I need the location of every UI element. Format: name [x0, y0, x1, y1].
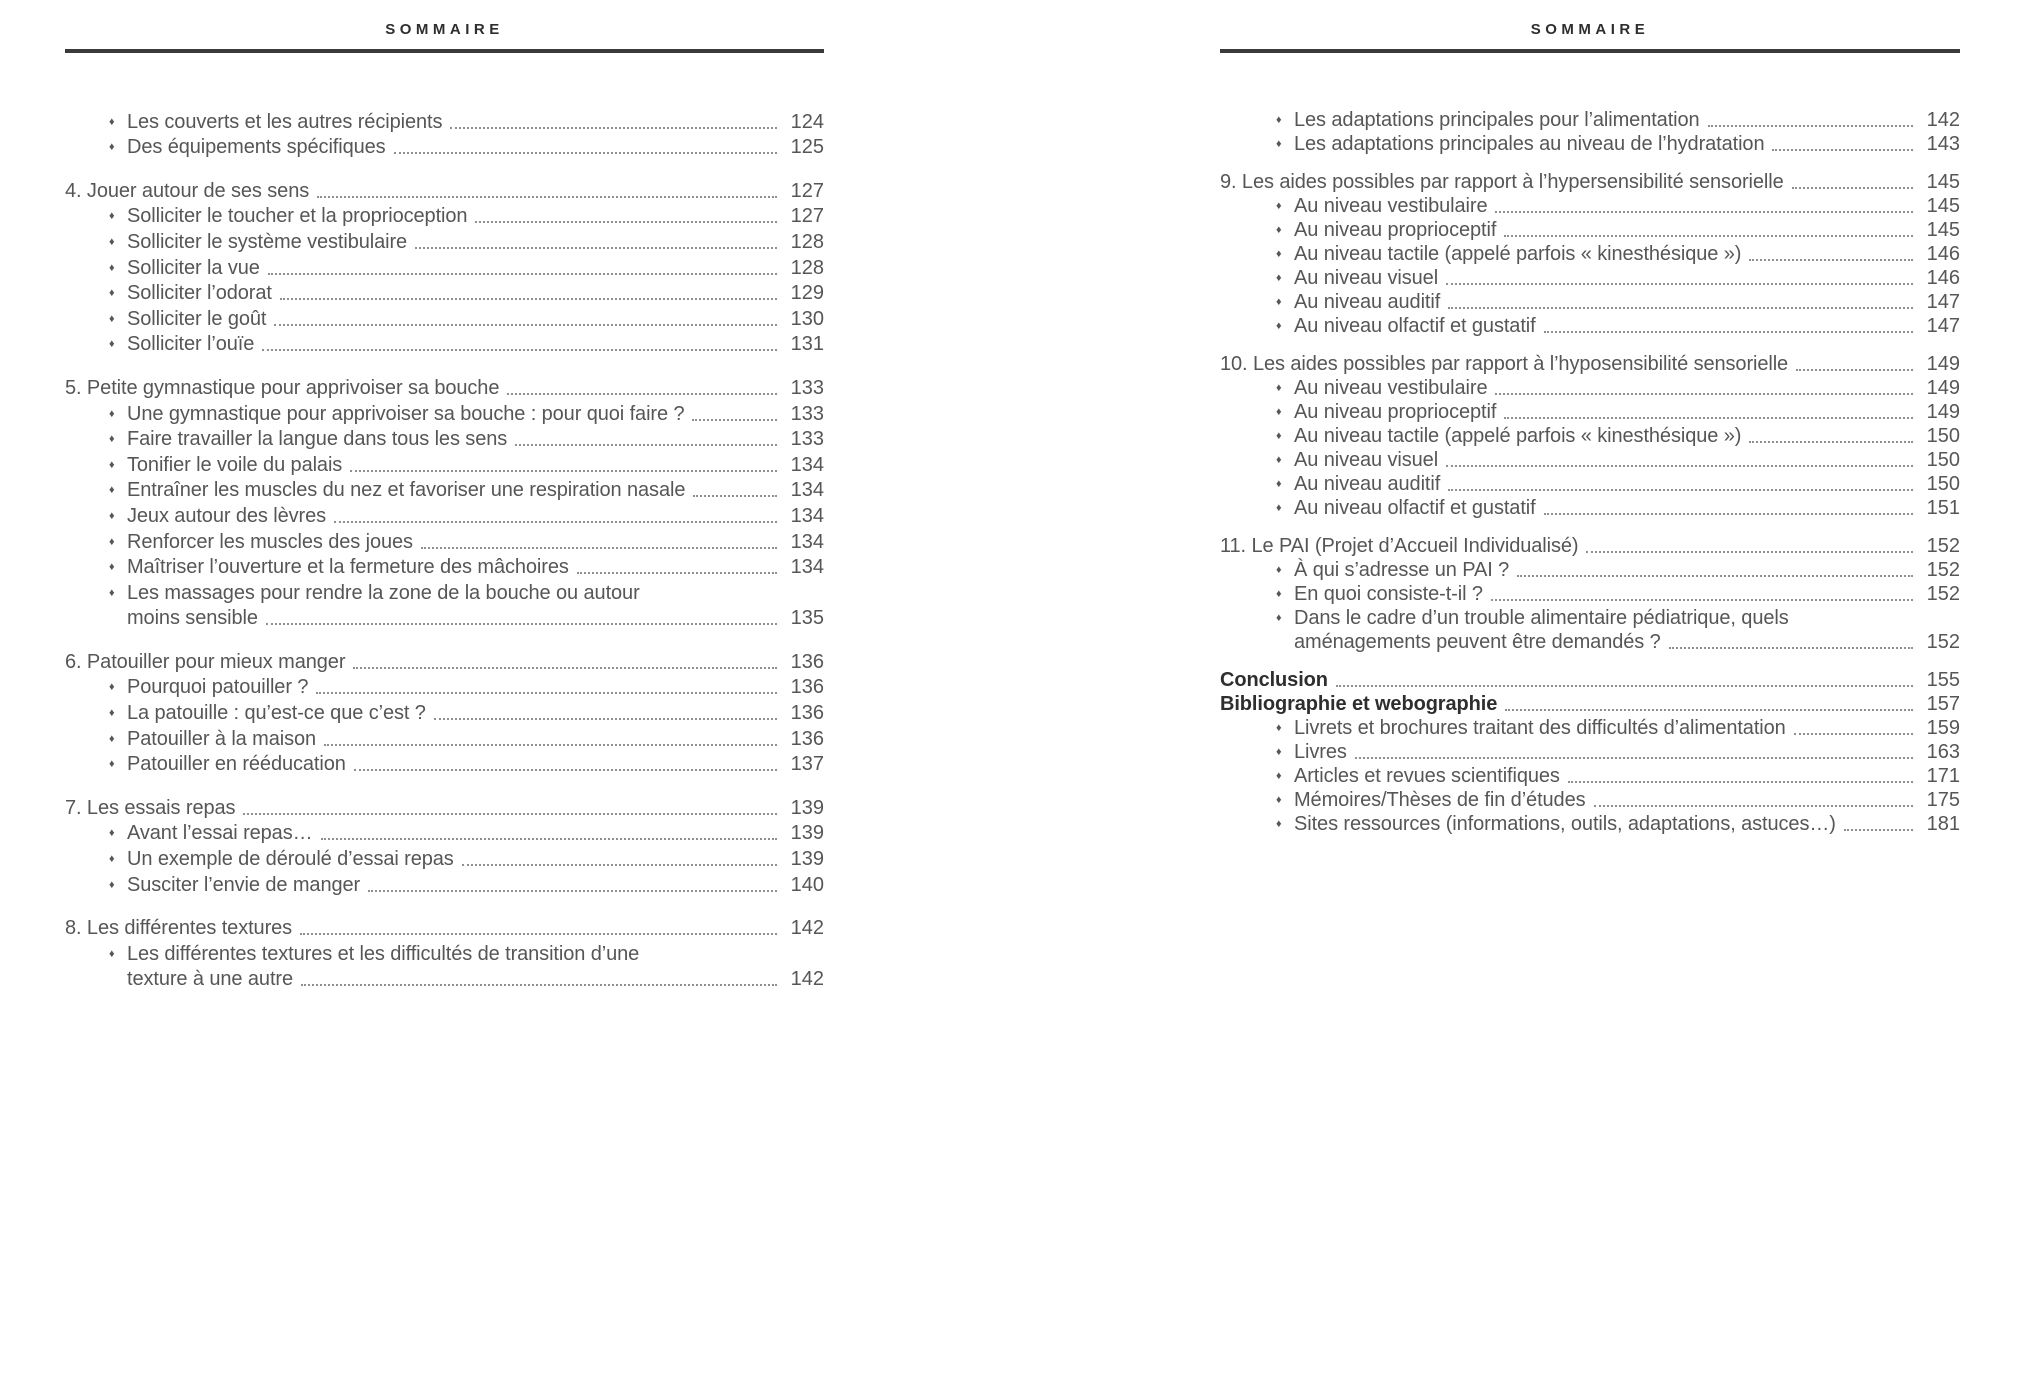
entry-label: Patouiller en rééducation [127, 753, 346, 776]
bullet-icon: ♦ [109, 878, 115, 891]
page-number: 145 [1926, 195, 1960, 217]
entry-label: Bibliographie et webographie [1220, 693, 1498, 715]
toc-section-entry [65, 374, 824, 400]
toc-entry [65, 699, 824, 725]
toc-entry [65, 477, 824, 503]
dot-leader [462, 864, 777, 866]
dot-leader [1544, 513, 1913, 515]
bullet-icon: ♦ [109, 235, 115, 248]
dot-leader [1544, 331, 1913, 333]
toc-entry [1220, 582, 1960, 606]
bullet-icon: ♦ [109, 853, 115, 866]
page-number: 152 [1926, 631, 1960, 653]
dot-leader [1491, 599, 1913, 601]
entry-label: 11. Le PAI (Projet d’Accueil Individualisé) [1220, 535, 1579, 557]
page-number: 137 [790, 753, 824, 776]
bullet-icon: ♦ [109, 947, 115, 960]
entry-label: aménagements peuvent être demandés ? [1294, 631, 1661, 653]
toc-page-left [65, 0, 824, 991]
toc-entry [1220, 132, 1960, 156]
bullet-icon: ♦ [1276, 478, 1282, 490]
page-number: 139 [790, 796, 824, 819]
entry-label: Sites ressources (informations, outils, adaptations, astuces…) [1294, 813, 1836, 835]
page-number: 134 [790, 453, 824, 476]
entry-label: Solliciter le système vestibulaire [127, 230, 408, 253]
entry-label: Au niveau auditif [1294, 473, 1441, 495]
entry-label: Solliciter la vue [127, 256, 260, 279]
dot-leader [1336, 685, 1913, 687]
dot-leader [1772, 149, 1913, 151]
entry-label: Les adaptations principales au niveau de l’hydratation [1294, 133, 1765, 155]
bullet-icon: ♦ [1276, 430, 1282, 442]
toc-entry [1220, 108, 1960, 132]
toc-entry [65, 554, 824, 580]
toc-entry [65, 108, 824, 134]
toc-entry [65, 331, 824, 357]
toc-entry [65, 254, 824, 280]
page-number: 149 [1926, 401, 1960, 423]
page-number: 125 [790, 136, 824, 159]
toc-section-entry [65, 794, 824, 820]
page-number: 142 [790, 917, 824, 940]
toc-group [65, 108, 824, 159]
bullet-icon: ♦ [109, 484, 115, 497]
page-number: 134 [790, 479, 824, 502]
bullet-icon: ♦ [1276, 296, 1282, 308]
toc-entry [65, 820, 824, 846]
dot-leader [1749, 259, 1913, 261]
bullet-icon: ♦ [1276, 612, 1282, 624]
page-number: 127 [790, 205, 824, 228]
page-number: 157 [1926, 693, 1960, 715]
bullet-icon: ♦ [109, 827, 115, 840]
bullet-icon: ♦ [109, 758, 115, 771]
dot-leader [334, 521, 777, 523]
page-number: 152 [1926, 535, 1960, 557]
page-number: 136 [790, 676, 824, 699]
toc-group [65, 794, 824, 896]
dot-leader [450, 127, 777, 129]
toc-group [1220, 534, 1960, 654]
page-number: 171 [1926, 765, 1960, 787]
toc-entry [65, 134, 824, 160]
toc-entry [1220, 812, 1960, 836]
dot-leader [1505, 709, 1913, 711]
entry-label: Au niveau vestibulaire [1294, 377, 1488, 399]
page-number: 152 [1926, 583, 1960, 605]
entry-label: Les massages pour rendre la zone de la bouche ou autour [127, 581, 640, 604]
dot-leader [324, 744, 777, 746]
dot-leader [692, 419, 777, 421]
dot-leader [368, 890, 777, 892]
page-number: 136 [790, 702, 824, 725]
toc-entry [65, 305, 824, 331]
entry-label: Les adaptations principales pour l’alimentation [1294, 109, 1700, 131]
toc-group [65, 915, 824, 992]
entry-label: 7. Les essais repas [65, 796, 236, 819]
toc-entry [1220, 788, 1960, 812]
dot-leader [394, 152, 777, 154]
dot-leader [1504, 417, 1913, 419]
toc-entry [65, 400, 824, 426]
dot-leader [317, 196, 777, 198]
bullet-icon: ♦ [109, 707, 115, 720]
bullet-icon: ♦ [109, 561, 115, 574]
toc-entry [1220, 472, 1960, 496]
bullet-icon: ♦ [109, 141, 115, 154]
page-number: 146 [1926, 243, 1960, 265]
toc-group [1220, 170, 1960, 338]
page-number: 150 [1926, 473, 1960, 495]
entry-label: Livres [1294, 741, 1347, 763]
page-number: 142 [790, 968, 824, 991]
running-head: SOMMAIRE [385, 21, 504, 38]
page-number: 130 [790, 307, 824, 330]
entry-label: Jeux autour des lèvres [127, 504, 327, 527]
entry-label: Susciter l’envie de manger [127, 873, 361, 896]
dot-leader [301, 984, 777, 986]
bullet-icon: ♦ [1276, 138, 1282, 150]
page-number: 128 [790, 230, 824, 253]
entry-label: Livrets et brochures traitant des difficultés d’alimentation [1294, 717, 1786, 739]
dot-leader [280, 298, 777, 300]
page-number: 136 [790, 727, 824, 750]
toc-entry [65, 528, 824, 554]
toc-entry [1220, 496, 1960, 520]
toc-entry [65, 751, 824, 777]
entry-label: Solliciter le toucher et la proprioception [127, 205, 468, 228]
bullet-icon: ♦ [109, 407, 115, 420]
toc-section-entry [65, 915, 824, 941]
toc-list-right [1220, 108, 1960, 836]
header-rule [1220, 49, 1960, 53]
page-number: 142 [1926, 109, 1960, 131]
entry-label: Renforcer les muscles des joues [127, 530, 413, 553]
dot-leader [1446, 465, 1913, 467]
dot-leader [1448, 489, 1913, 491]
bullet-icon: ♦ [1276, 382, 1282, 394]
toc-entry [1220, 424, 1960, 448]
entry-label: Une gymnastique pour apprivoiser sa bouche : pour quoi faire ? [127, 402, 685, 425]
entry-label: 4. Jouer autour de ses sens [65, 179, 310, 202]
toc-list-left [65, 108, 824, 991]
toc-entry [1220, 218, 1960, 242]
entry-label: Pourquoi patouiller ? [127, 676, 309, 699]
page-number: 150 [1926, 425, 1960, 447]
page-number: 133 [790, 402, 824, 425]
dot-leader [475, 221, 777, 223]
bullet-icon: ♦ [109, 509, 115, 522]
entry-label: 9. Les aides possibles par rapport à l’hypersensibilité sensorielle [1220, 171, 1784, 193]
bullet-icon: ♦ [1276, 200, 1282, 212]
entry-label: Au niveau tactile (appelé parfois « kinesthésique ») [1294, 243, 1742, 265]
entry-label: 6. Patouiller pour mieux manger [65, 650, 346, 673]
toc-entry [65, 871, 824, 897]
dot-leader [1495, 211, 1913, 213]
toc-section-entry [1220, 534, 1960, 558]
bullet-icon: ♦ [1276, 746, 1282, 758]
toc-section-entry [65, 177, 824, 203]
bullet-icon: ♦ [109, 732, 115, 745]
dot-leader [321, 838, 777, 840]
dot-leader [1669, 647, 1913, 649]
page-number: 139 [790, 848, 824, 871]
entry-label: Au niveau vestibulaire [1294, 195, 1488, 217]
entry-label: Articles et revues scientifiques [1294, 765, 1560, 787]
entry-label: texture à une autre [127, 968, 293, 991]
header-rule [65, 49, 824, 53]
dot-leader [1517, 575, 1913, 577]
page-header-left [65, 0, 824, 53]
entry-label: Les différentes textures et les difficultés de transition d’une [127, 942, 640, 965]
page-number: 134 [790, 530, 824, 553]
page-number: 131 [790, 333, 824, 356]
dot-leader [354, 769, 777, 771]
page-number: 139 [790, 822, 824, 845]
entry-label: Avant l’essai repas… [127, 822, 313, 845]
toc-entry [1220, 314, 1960, 338]
entry-label: Au niveau proprioceptif [1294, 219, 1497, 241]
toc-entry [65, 725, 824, 751]
entry-label: La patouille : qu’est-ce que c’est ? [127, 702, 426, 725]
page-number: 146 [1926, 267, 1960, 289]
dot-leader [1504, 235, 1913, 237]
dot-leader [1749, 441, 1913, 443]
bullet-icon: ♦ [1276, 224, 1282, 236]
page-number: 135 [790, 607, 824, 630]
toc-entry-continuation [65, 605, 824, 631]
bullet-icon: ♦ [1276, 502, 1282, 514]
page-number: 145 [1926, 219, 1960, 241]
toc-group [65, 648, 824, 776]
toc-section-entry [65, 648, 824, 674]
page-number: 134 [790, 504, 824, 527]
entry-label: Maîtriser l’ouverture et la fermeture des mâchoires [127, 556, 569, 579]
dot-leader [507, 393, 777, 395]
page-number: 175 [1926, 789, 1960, 811]
page-number: 133 [790, 428, 824, 451]
toc-entry [1220, 606, 1960, 630]
bullet-icon: ♦ [1276, 818, 1282, 830]
toc-group [65, 374, 824, 630]
toc-entry [1220, 740, 1960, 764]
dot-leader [1844, 829, 1913, 831]
toc-section-entry [1220, 668, 1960, 692]
entry-label: 5. Petite gymnastique pour apprivoiser sa bouche [65, 376, 500, 399]
page-number: 149 [1926, 377, 1960, 399]
page-number: 147 [1926, 315, 1960, 337]
bullet-icon: ♦ [109, 535, 115, 548]
page-number: 133 [790, 376, 824, 399]
entry-label: Au niveau visuel [1294, 449, 1439, 471]
bullet-icon: ♦ [1276, 406, 1282, 418]
toc-entry [1220, 400, 1960, 424]
dot-leader [693, 495, 777, 497]
bullet-icon: ♦ [1276, 114, 1282, 126]
bullet-icon: ♦ [109, 261, 115, 274]
page-number: 136 [790, 650, 824, 673]
dot-leader [243, 813, 777, 815]
toc-entry [65, 426, 824, 452]
running-head: SOMMAIRE [1530, 21, 1650, 38]
page-number: 159 [1926, 717, 1960, 739]
bullet-icon: ♦ [1276, 454, 1282, 466]
dot-leader [1568, 781, 1913, 783]
entry-label: Faire travailler la langue dans tous les sens [127, 428, 508, 451]
bullet-icon: ♦ [1276, 320, 1282, 332]
dot-leader [1794, 733, 1913, 735]
bullet-icon: ♦ [1276, 588, 1282, 600]
dot-leader [1594, 805, 1914, 807]
toc-group [1220, 108, 1960, 156]
entry-label: Tonifier le voile du palais [127, 453, 343, 476]
toc-group [1220, 352, 1960, 520]
page-number: 127 [790, 179, 824, 202]
dot-leader [415, 247, 777, 249]
entry-label: Solliciter le goût [127, 307, 267, 330]
toc-entry [1220, 558, 1960, 582]
bullet-icon: ♦ [109, 586, 115, 599]
toc-entry [1220, 764, 1960, 788]
toc-entry [65, 228, 824, 254]
toc-entry [65, 940, 824, 966]
entry-label: Au niveau tactile (appelé parfois « kinesthésique ») [1294, 425, 1742, 447]
entry-label: Patouiller à la maison [127, 727, 317, 750]
dot-leader [300, 933, 777, 935]
entry-label: Un exemple de déroulé d’essai repas [127, 848, 454, 871]
dot-leader [262, 349, 777, 351]
page-number: 152 [1926, 559, 1960, 581]
entry-label: Au niveau olfactif et gustatif [1294, 315, 1536, 337]
bullet-icon: ♦ [109, 312, 115, 325]
bullet-icon: ♦ [109, 433, 115, 446]
dot-leader [1796, 369, 1913, 371]
toc-section-entry [1220, 352, 1960, 376]
toc-section-entry [1220, 170, 1960, 194]
bullet-icon: ♦ [109, 338, 115, 351]
dot-leader [1708, 125, 1913, 127]
entry-label: Au niveau olfactif et gustatif [1294, 497, 1536, 519]
page-number: 155 [1926, 669, 1960, 691]
toc-entry [65, 845, 824, 871]
dot-leader [515, 444, 777, 446]
dot-leader [1448, 307, 1913, 309]
toc-entry [65, 502, 824, 528]
toc-entry [1220, 290, 1960, 314]
toc-entry [1220, 194, 1960, 218]
entry-label: En quoi consiste-t-il ? [1294, 583, 1483, 605]
bullet-icon: ♦ [1276, 564, 1282, 576]
toc-entry [1220, 716, 1960, 740]
bullet-icon: ♦ [1276, 248, 1282, 260]
entry-label: moins sensible [127, 607, 258, 630]
entry-label: Dans le cadre d’un trouble alimentaire pédiatrique, quels [1294, 607, 1789, 629]
toc-page-right [1220, 0, 1960, 836]
page-number: 181 [1926, 813, 1960, 835]
dot-leader [1355, 757, 1913, 759]
bullet-icon: ♦ [1276, 722, 1282, 734]
dot-leader [350, 470, 777, 472]
entry-label: Solliciter l’odorat [127, 282, 272, 305]
toc-entry [65, 451, 824, 477]
dot-leader [577, 572, 777, 574]
page-number: 128 [790, 256, 824, 279]
page-number: 143 [1926, 133, 1960, 155]
toc-entry [1220, 266, 1960, 290]
page-number: 129 [790, 282, 824, 305]
page-number: 149 [1926, 353, 1960, 375]
toc-entry [1220, 376, 1960, 400]
toc-entry [1220, 242, 1960, 266]
page-number: 163 [1926, 741, 1960, 763]
bullet-icon: ♦ [1276, 272, 1282, 284]
entry-label: Des équipements spécifiques [127, 136, 386, 159]
page-number: 151 [1926, 497, 1960, 519]
toc-entry [65, 280, 824, 306]
entry-label: Entraîner les muscles du nez et favoriser une respiration nasale [127, 479, 686, 502]
bullet-icon: ♦ [109, 458, 115, 471]
page-number: 150 [1926, 449, 1960, 471]
entry-label: Au niveau visuel [1294, 267, 1439, 289]
bullet-icon: ♦ [109, 287, 115, 300]
toc-group [65, 177, 824, 356]
page-number: 134 [790, 556, 824, 579]
dot-leader [1792, 187, 1913, 189]
bullet-icon: ♦ [109, 681, 115, 694]
dot-leader [1495, 393, 1913, 395]
toc-entry [65, 579, 824, 605]
entry-label: Au niveau proprioceptif [1294, 401, 1497, 423]
toc-section-entry [1220, 692, 1960, 716]
entry-label: Mémoires/Thèses de fin d’études [1294, 789, 1586, 811]
toc-entry [65, 203, 824, 229]
entry-label: 8. Les différentes textures [65, 917, 293, 940]
bullet-icon: ♦ [1276, 794, 1282, 806]
page-header-right [1220, 0, 1960, 53]
dot-leader [268, 273, 777, 275]
dot-leader [1586, 551, 1913, 553]
toc-group [1220, 668, 1960, 836]
entry-label: Conclusion [1220, 669, 1328, 691]
page-number: 140 [790, 873, 824, 896]
bullet-icon: ♦ [109, 115, 115, 128]
dot-leader [353, 667, 777, 669]
dot-leader [316, 692, 777, 694]
entry-label: Au niveau auditif [1294, 291, 1441, 313]
toc-entry [1220, 448, 1960, 472]
dot-leader [1446, 283, 1913, 285]
bullet-icon: ♦ [109, 210, 115, 223]
page-number: 145 [1926, 171, 1960, 193]
toc-entry-continuation [65, 966, 824, 992]
page-number: 147 [1926, 291, 1960, 313]
dot-leader [274, 324, 777, 326]
bullet-icon: ♦ [1276, 770, 1282, 782]
dot-leader [434, 718, 777, 720]
dot-leader [421, 547, 777, 549]
entry-label: Les couverts et les autres récipients [127, 110, 443, 133]
dot-leader [266, 623, 777, 625]
toc-entry-continuation [1220, 630, 1960, 654]
entry-label: À qui s’adresse un PAI ? [1294, 559, 1510, 581]
toc-entry [65, 674, 824, 700]
page-number: 124 [790, 110, 824, 133]
entry-label: 10. Les aides possibles par rapport à l’hyposensibilité sensorielle [1220, 353, 1789, 375]
entry-label: Solliciter l’ouïe [127, 333, 255, 356]
